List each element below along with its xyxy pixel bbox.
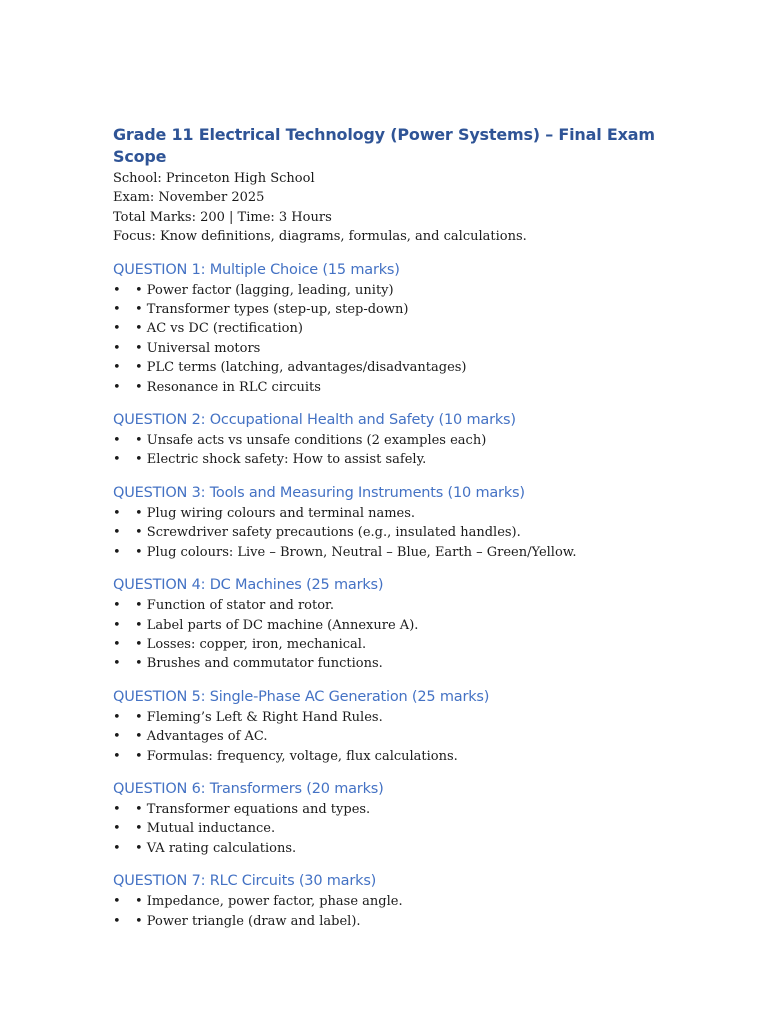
bullet-icon: •	[113, 821, 121, 837]
list-item-text: • Transformer types (step-up, step-down)	[135, 302, 409, 318]
bullet-icon: •	[113, 729, 121, 745]
list-item-text: • Losses: copper, iron, mechanical.	[135, 636, 367, 652]
list-item-text: • Screwdriver safety precautions (e.g., insulated handles).	[135, 525, 521, 541]
question-heading: QUESTION 5: Single-Phase AC Generation (25 marks)	[113, 688, 490, 705]
topic-list	[113, 504, 713, 562]
list-item-text: • Label parts of DC machine (Annexure A).	[135, 617, 419, 633]
question-heading: QUESTION 6: Transformers (20 marks)	[113, 780, 384, 797]
list-item-text: • Unsafe acts vs unsafe conditions (2 examples each)	[135, 433, 487, 449]
question-section	[113, 779, 713, 858]
bullet-icon: •	[113, 452, 121, 468]
document-body	[113, 124, 713, 931]
list-item	[113, 839, 713, 858]
meta-school: School: Princeton High School	[113, 171, 315, 186]
list-item	[113, 281, 713, 300]
bullet-icon: •	[113, 894, 121, 910]
list-item	[113, 616, 713, 635]
list-item-text: • AC vs DC (rectification)	[135, 321, 303, 337]
topic-list	[113, 892, 713, 931]
list-item	[113, 635, 713, 654]
question-section	[113, 483, 713, 562]
list-item-text: • Brushes and commutator functions.	[135, 656, 383, 672]
bullet-icon: •	[113, 505, 121, 521]
bullet-icon: •	[113, 598, 121, 614]
list-item-text: • Function of stator and rotor.	[135, 598, 334, 614]
bullet-icon: •	[113, 840, 121, 856]
question-section	[113, 260, 713, 397]
list-item-text: • Power triangle (draw and label).	[135, 913, 361, 929]
list-item	[113, 912, 713, 931]
bullet-icon: •	[113, 636, 121, 652]
question-section	[113, 410, 713, 470]
list-item	[113, 378, 713, 397]
bullet-icon: •	[113, 302, 121, 318]
list-item	[113, 358, 713, 377]
topic-list	[113, 431, 713, 470]
bullet-icon: •	[113, 656, 121, 672]
list-item	[113, 450, 713, 469]
list-item-text: • PLC terms (latching, advantages/disadvantages)	[135, 360, 467, 376]
list-item-text: • Power factor (lagging, leading, unity)	[135, 282, 394, 298]
list-item-text: • Mutual inductance.	[135, 821, 276, 837]
list-item	[113, 543, 713, 562]
list-item	[113, 819, 713, 838]
topic-list	[113, 281, 713, 397]
bullet-icon: •	[113, 748, 121, 764]
topic-list	[113, 800, 713, 858]
list-item	[113, 654, 713, 673]
list-item-text: • Impedance, power factor, phase angle.	[135, 894, 403, 910]
list-item	[113, 339, 713, 358]
list-item-text: • Resonance in RLC circuits	[135, 379, 321, 395]
list-item-text: • VA rating calculations.	[135, 840, 297, 856]
bullet-icon: •	[113, 340, 121, 356]
bullet-icon: •	[113, 360, 121, 376]
question-heading: QUESTION 3: Tools and Measuring Instruments (10 marks)	[113, 484, 525, 501]
question-section	[113, 687, 713, 766]
list-item-text: • Fleming’s Left & Right Hand Rules.	[135, 709, 383, 725]
bullet-icon: •	[113, 282, 121, 298]
bullet-icon: •	[113, 617, 121, 633]
list-item	[113, 523, 713, 542]
document-meta	[113, 169, 713, 247]
question-list	[113, 260, 713, 931]
list-item-text: • Transformer equations and types.	[135, 801, 371, 817]
list-item-text: • Advantages of AC.	[135, 729, 268, 745]
list-item	[113, 300, 713, 319]
list-item	[113, 504, 713, 523]
list-item-text: • Plug wiring colours and terminal names.	[135, 505, 416, 521]
bullet-icon: •	[113, 433, 121, 449]
list-item	[113, 800, 713, 819]
question-section	[113, 871, 713, 931]
list-item-text: • Universal motors	[135, 340, 261, 356]
list-item	[113, 596, 713, 615]
bullet-icon: •	[113, 379, 121, 395]
list-item-text: • Formulas: frequency, voltage, flux calculations.	[135, 748, 458, 764]
topic-list	[113, 596, 713, 674]
bullet-icon: •	[113, 525, 121, 541]
question-heading: QUESTION 2: Occupational Health and Safety (10 marks)	[113, 412, 516, 429]
bullet-icon: •	[113, 321, 121, 337]
question-section	[113, 575, 713, 674]
question-heading: QUESTION 4: DC Machines (25 marks)	[113, 577, 384, 594]
list-item	[113, 727, 713, 746]
document-title: Grade 11 Electrical Technology (Power Systems) – Final Exam Scope	[113, 125, 655, 166]
question-heading: QUESTION 1: Multiple Choice (15 marks)	[113, 261, 400, 278]
meta-exam: Exam: November 2025	[113, 190, 265, 206]
list-item-text: • Electric shock safety: How to assist safely.	[135, 452, 427, 468]
list-item	[113, 431, 713, 450]
list-item	[113, 747, 713, 766]
list-item	[113, 319, 713, 338]
list-item-text: • Plug colours: Live – Brown, Neutral – Blue, Earth – Green/Yellow.	[135, 544, 577, 560]
bullet-icon: •	[113, 709, 121, 725]
topic-list	[113, 708, 713, 766]
list-item	[113, 708, 713, 727]
meta-marks-time: Total Marks: 200 | Time: 3 Hours	[113, 209, 332, 225]
bullet-icon: •	[113, 913, 121, 929]
meta-focus: Focus: Know definitions, diagrams, formulas, and calculations.	[113, 229, 527, 245]
list-item	[113, 892, 713, 911]
bullet-icon: •	[113, 544, 121, 560]
bullet-icon: •	[113, 801, 121, 817]
question-heading: QUESTION 7: RLC Circuits (30 marks)	[113, 873, 377, 890]
